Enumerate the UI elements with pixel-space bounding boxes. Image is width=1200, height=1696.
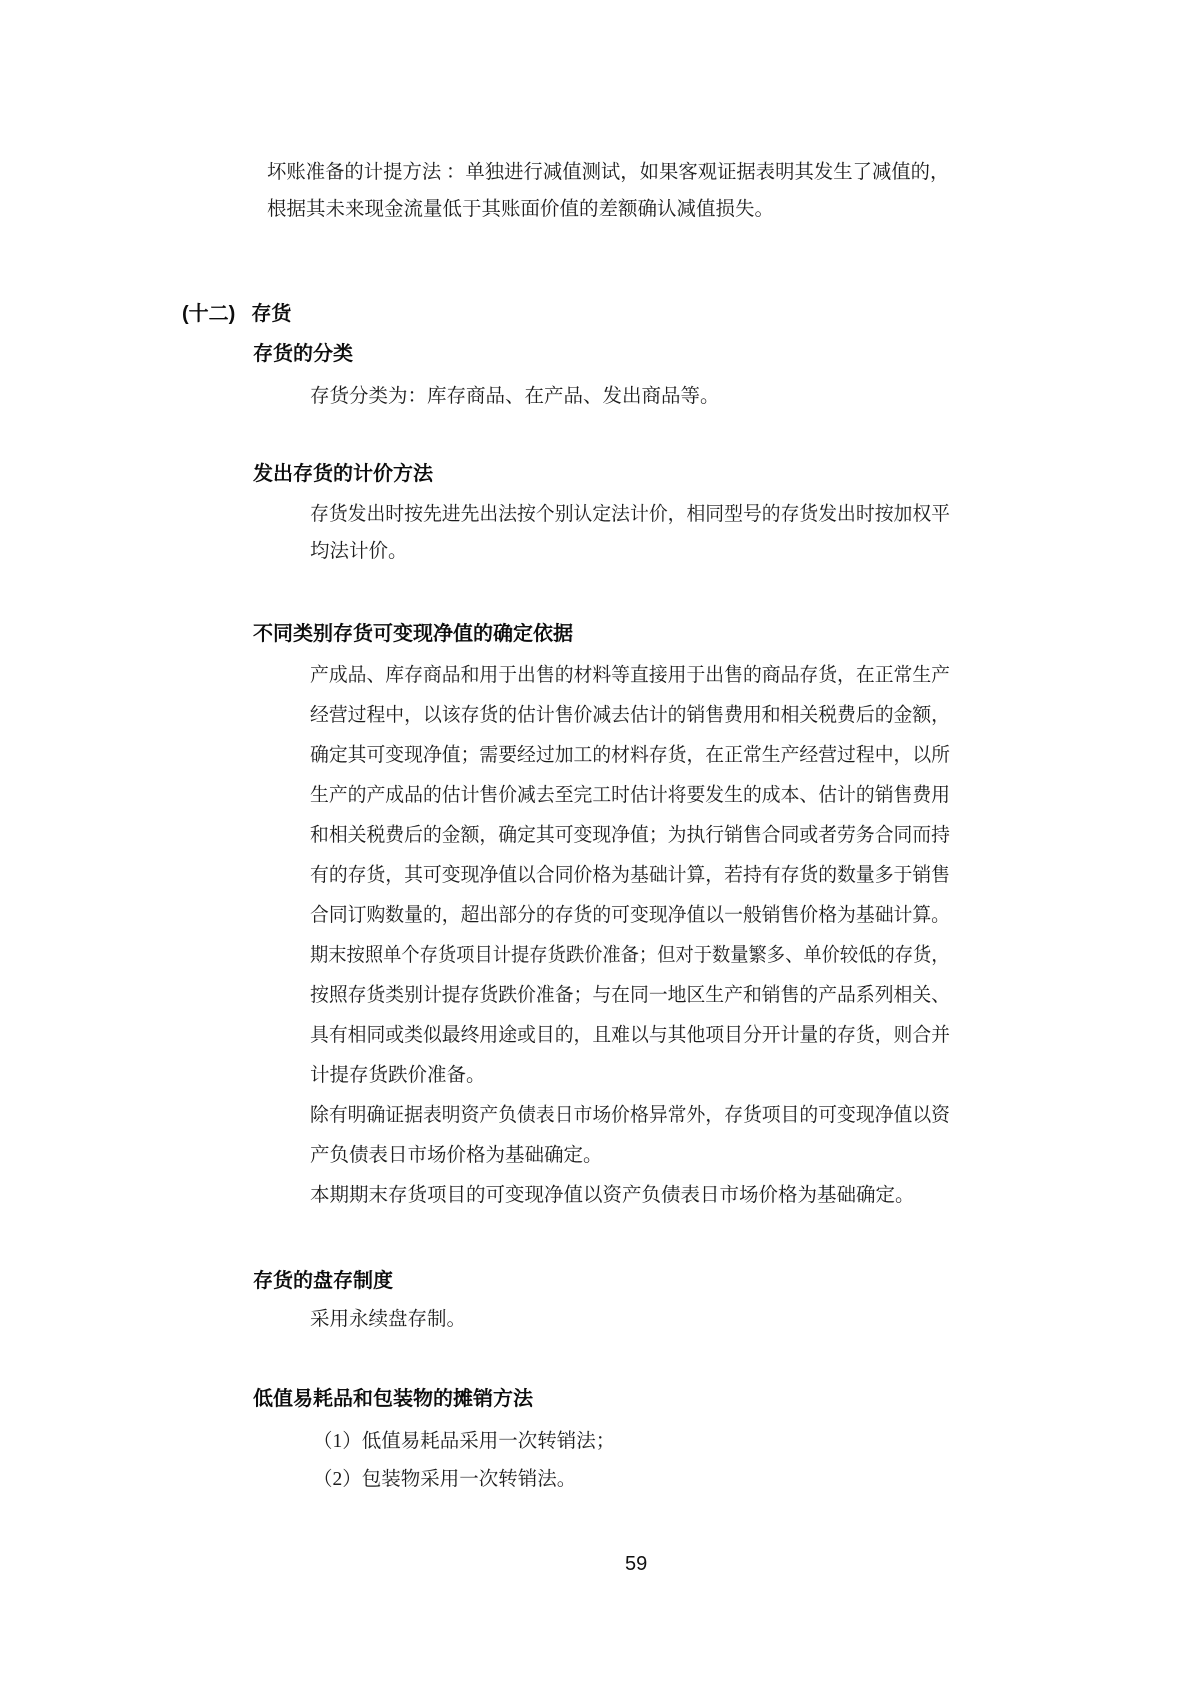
text-line-content: 根据其未来现金流量低于其账面价值的差额确认减值损失。	[267, 199, 775, 220]
subsection-body-inventory-classification	[310, 378, 950, 415]
text-line	[310, 1136, 950, 1176]
text-line	[310, 776, 950, 816]
text-line	[310, 976, 950, 1016]
subsection-body-net-realizable-value-basis	[310, 656, 950, 1216]
text-line-content: 产负债表日市场价格为基础确定。	[310, 1145, 603, 1166]
text-line-content: 和相关税费后的金额，确定其可变现净值；为执行销售合同或者劳务合同而持	[310, 825, 951, 846]
section-number: (十二)	[182, 303, 236, 325]
text-line-content: 经营过程中，以该存货的估计售价减去估计的销售费用和相关税费后的金额，	[310, 705, 951, 726]
text-line-content: 除有明确证据表明资产负债表日市场价格异常外，存货项目的可变现净值以资	[310, 1105, 951, 1126]
text-line-content: 有的存货，其可变现净值以合同价格为基础计算，若持有存货的数量多于销售	[310, 865, 951, 886]
section-heading	[182, 301, 291, 327]
text-line	[310, 533, 950, 570]
text-line	[310, 1096, 950, 1136]
text-line-content: 坏账准备的计提方法 ：单独进行减值测试，如果客观证据表明其发生了减值的，	[267, 162, 950, 183]
intro-paragraph	[267, 154, 949, 228]
subsection-body-issued-inventory-valuation	[310, 496, 950, 570]
subsection-body-inventory-count-system	[310, 1301, 950, 1338]
text-line-content: 确定其可变现净值；需要经过加工的材料存货，在正常生产经营过程中，以所	[310, 745, 951, 766]
text-line	[310, 1056, 950, 1096]
text-line	[267, 154, 949, 191]
text-line	[310, 856, 950, 896]
text-line	[310, 1016, 950, 1056]
text-line	[310, 1301, 950, 1338]
text-line	[310, 656, 950, 696]
text-line-content: 产成品、库存商品和用于出售的材料等直接用于出售的商品存货，在正常生产	[310, 665, 951, 686]
text-line	[310, 816, 950, 856]
text-line-content: 均法计价。	[310, 541, 408, 562]
text-line	[310, 1176, 950, 1216]
text-line	[310, 378, 950, 415]
subsection-heading-inventory-count-system: 存货的盘存制度	[253, 1270, 393, 1292]
text-line	[310, 696, 950, 736]
text-line	[310, 936, 950, 976]
subsection-heading-inventory-classification: 存货的分类	[253, 343, 353, 365]
text-line-content: 存货分类为：库存商品、在产品、发出商品等。	[310, 386, 720, 407]
text-line-content: （1）低值易耗品采用一次转销法；	[313, 1431, 616, 1452]
text-line	[310, 896, 950, 936]
page-number: 59	[625, 1553, 648, 1575]
subsection-heading-low-value-consumables-amortization: 低值易耗品和包装物的摊销方法	[253, 1388, 533, 1410]
text-line	[267, 191, 949, 228]
section-title: 存货	[251, 303, 292, 325]
subsection-heading-issued-inventory-valuation: 发出存货的计价方法	[253, 463, 433, 485]
text-line	[313, 1423, 953, 1461]
text-line-content: 生产的产成品的估计售价减去至完工时估计将要发生的成本、估计的销售费用	[310, 785, 951, 806]
text-line-content: 本期期末存货项目的可变现净值以资产负债表日市场价格为基础确定。	[310, 1185, 915, 1206]
text-line-content: （2）包装物采用一次转销法。	[313, 1469, 577, 1490]
text-line-content: 计提存货跌价准备。	[310, 1065, 486, 1086]
text-line-content: 采用永续盘存制。	[310, 1309, 467, 1330]
text-line	[310, 496, 950, 533]
text-line-content: 按照存货类别计提存货跌价准备；与在同一地区生产和销售的产品系列相关、	[310, 985, 951, 1006]
text-line-content: 期末按照单个存货项目计提存货跌价准备；但对于数量繁多、单价较低的存货，	[310, 945, 950, 966]
text-line-content: 存货发出时按先进先出法按个别认定法计价，相同型号的存货发出时按加权平	[310, 504, 951, 525]
subsection-heading-net-realizable-value-basis: 不同类别存货可变现净值的确定依据	[253, 623, 573, 645]
text-line-content: 合同订购数量的，超出部分的存货的可变现净值以一般销售价格为基础计算。	[310, 905, 951, 926]
text-line	[313, 1461, 953, 1499]
subsection-body-low-value-consumables-amortization	[313, 1423, 953, 1499]
text-line	[310, 736, 950, 776]
text-line-content: 具有相同或类似最终用途或目的，且难以与其他项目分开计量的存货，则合并	[310, 1025, 951, 1046]
